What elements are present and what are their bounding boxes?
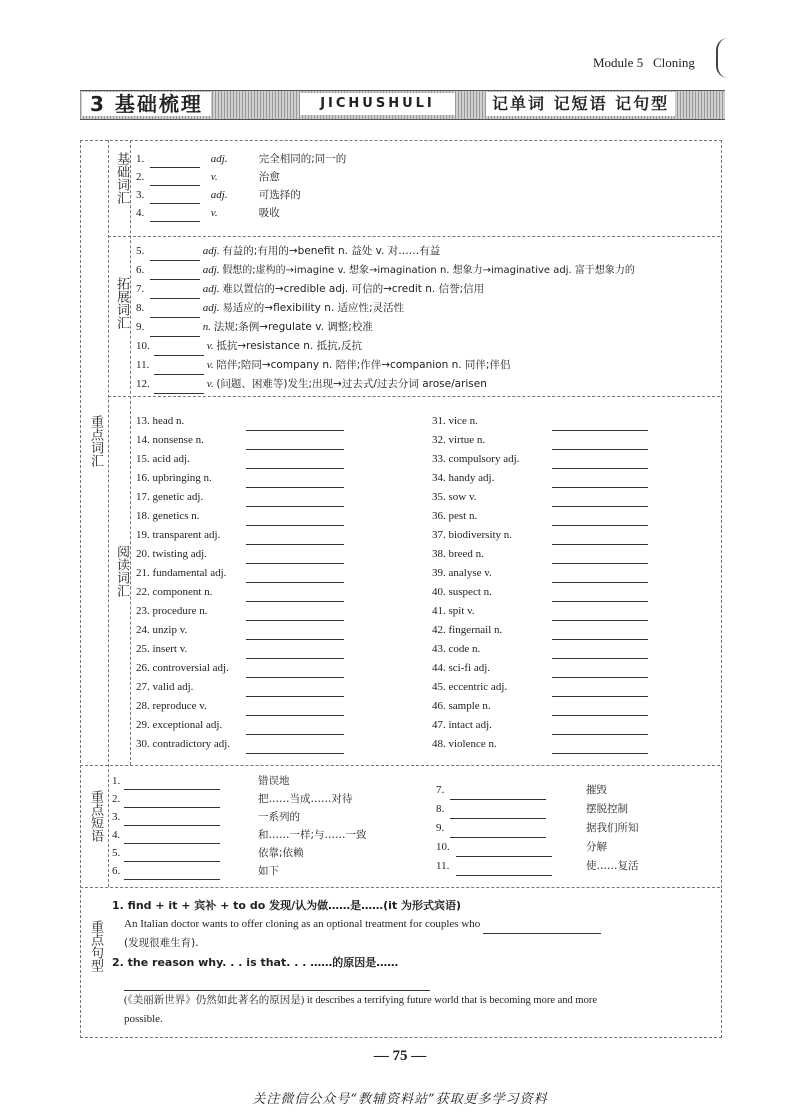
answer-blank[interactable] [246, 513, 344, 526]
expand-vocab-list [136, 242, 635, 394]
item-number: 7. [136, 283, 145, 295]
list-item [136, 488, 344, 507]
word: 19. transparent adj. [136, 529, 221, 541]
answer-blank[interactable] [246, 703, 344, 716]
answer-blank[interactable] [124, 831, 220, 844]
word: 32. virtue n. [432, 434, 486, 446]
phrases-right-column [436, 781, 639, 876]
answer-blank[interactable] [124, 813, 220, 826]
item-number: 6. [112, 865, 121, 877]
item-number: 5. [136, 245, 145, 257]
item-number: 1. [136, 153, 145, 165]
reading-vocab-left-column [136, 412, 344, 754]
list-item [136, 337, 635, 356]
list-item [136, 204, 346, 222]
answer-blank[interactable] [150, 324, 200, 337]
word: 35. sow v. [432, 491, 477, 503]
list-item [136, 659, 344, 678]
list-item [432, 716, 648, 735]
answer-blank[interactable] [246, 589, 344, 602]
divider [108, 140, 109, 887]
list-item [432, 697, 648, 716]
word: 42. fingernail n. [432, 624, 503, 636]
answer-blank[interactable] [124, 849, 220, 862]
item-number: 9. [136, 321, 145, 333]
word: 18. genetics n. [136, 510, 200, 522]
item-number: 6. [136, 264, 145, 276]
reading-vocab-label-text: 阅读词汇 [114, 545, 129, 597]
answer-blank[interactable] [552, 665, 648, 678]
sentences-label-text: 重点句型 [88, 920, 103, 972]
answer-blank[interactable] [552, 532, 648, 545]
answer-blank[interactable] [124, 777, 220, 790]
answer-blank[interactable] [150, 209, 200, 222]
answer-blank[interactable] [246, 665, 344, 678]
answer-blank[interactable] [150, 155, 200, 168]
list-item [432, 564, 648, 583]
part-of-speech: adj. [202, 283, 220, 295]
meaning: 假想的;虚构的→imagine v. 想象→imagination n. 想象力→imaginative adj. 富于想象力的 [222, 265, 635, 276]
section-subtitle: 记单词 记短语 记句型 [486, 92, 675, 116]
answer-blank[interactable] [150, 305, 200, 318]
list-item [436, 800, 639, 819]
sentence-patterns [112, 896, 712, 1029]
list-item [436, 838, 639, 857]
answer-blank[interactable] [246, 494, 344, 507]
answer-blank[interactable] [246, 722, 344, 735]
meaning: 抵抗→resistance n. 抵抗,反抗 [216, 340, 362, 352]
list-item [432, 640, 648, 659]
meaning: 治愈 [258, 171, 280, 183]
list-item [136, 716, 344, 735]
answer-blank[interactable] [150, 191, 200, 204]
meaning: 一系列的 [258, 811, 300, 823]
word: 45. eccentric adj. [432, 681, 508, 693]
list-item [432, 431, 648, 450]
reading-vocab-label [112, 545, 128, 603]
answer-blank[interactable] [552, 437, 648, 450]
answer-blank[interactable] [154, 381, 204, 394]
part-of-speech: adj. [202, 302, 220, 314]
word: 20. twisting adj. [136, 548, 207, 560]
answer-blank[interactable] [552, 627, 648, 640]
basic-vocab-label-text: 基础词汇 [114, 152, 129, 204]
pattern-heading: 1. find + it + 宾补 + to do 发现/认为做……是……(it 为形式宾语) [112, 899, 462, 912]
answer-blank[interactable] [552, 418, 648, 431]
answer-line [112, 972, 712, 991]
answer-blank[interactable] [552, 684, 648, 697]
answer-blank[interactable] [246, 684, 344, 697]
list-item [136, 356, 635, 375]
word: 24. unzip v. [136, 624, 188, 636]
list-item [112, 862, 367, 880]
list-item [112, 826, 367, 844]
answer-blank[interactable] [246, 456, 344, 469]
list-item [136, 583, 344, 602]
page-curl-decoration [716, 38, 730, 78]
word: 37. biodiversity n. [432, 529, 513, 541]
word: 15. acid adj. [136, 453, 190, 465]
answer-blank[interactable] [483, 921, 601, 934]
phrases-label [86, 790, 102, 848]
word: 27. valid adj. [136, 681, 194, 693]
answer-blank[interactable] [124, 867, 220, 880]
answer-blank[interactable] [246, 646, 344, 659]
list-item [136, 242, 635, 261]
example-text: An Italian doctor wants to offer cloning as an optional treatment for couples who [124, 918, 481, 930]
answer-blank[interactable] [552, 513, 648, 526]
answer-blank[interactable] [246, 475, 344, 488]
answer-blank[interactable] [552, 722, 648, 735]
running-header [593, 55, 695, 71]
answer-blank[interactable] [552, 608, 648, 621]
item-number: 3. [136, 189, 145, 201]
answer-blank[interactable] [246, 437, 344, 450]
list-item [432, 621, 648, 640]
phrases-label-text: 重点短语 [88, 790, 103, 842]
list-item [136, 450, 344, 469]
word: 44. sci-fi adj. [432, 662, 491, 674]
item-number: 2. [112, 793, 121, 805]
basic-vocab-list [136, 150, 346, 222]
divider [80, 765, 720, 766]
list-item [136, 431, 344, 450]
list-item [432, 602, 648, 621]
basic-vocab-label [112, 152, 128, 210]
word: 14. nonsense n. [136, 434, 204, 446]
item-number: 10. [436, 841, 450, 853]
divider [130, 140, 131, 765]
answer-blank[interactable] [456, 863, 552, 876]
item-number: 9. [436, 822, 445, 834]
item-number: 7. [436, 784, 445, 796]
list-item [432, 526, 648, 545]
list-item [136, 545, 344, 564]
answer-blank[interactable] [124, 795, 220, 808]
list-item [136, 640, 344, 659]
phrases-left-column [112, 772, 367, 880]
word: 36. pest n. [432, 510, 478, 522]
part-of-speech: v. [206, 359, 214, 371]
answer-blank[interactable] [246, 608, 344, 621]
module-label: Module 5 [593, 55, 644, 70]
answer-blank[interactable] [246, 532, 344, 545]
meaning: 吸收 [258, 207, 280, 219]
answer-blank[interactable] [552, 456, 648, 469]
divider [108, 396, 720, 397]
answer-blank[interactable] [246, 627, 344, 640]
answer-blank[interactable] [150, 267, 200, 280]
item-number: 8. [136, 302, 145, 314]
item-number: 5. [112, 847, 121, 859]
meaning: 摧毁 [586, 784, 607, 796]
word: 39. analyse v. [432, 567, 492, 579]
answer-blank[interactable] [450, 806, 546, 819]
meaning: 分解 [586, 841, 607, 853]
list-item [432, 412, 648, 431]
meaning: 摆脱控制 [586, 803, 628, 815]
part-of-speech: v. [206, 340, 214, 352]
list-item [432, 450, 648, 469]
word: 22. component n. [136, 586, 213, 598]
example-sentence: possible. [124, 1013, 163, 1025]
section-pinyin: JICHUSHULI [300, 93, 455, 115]
word: 48. violence n. [432, 738, 497, 750]
part-of-speech: v. [206, 378, 214, 390]
list-item [432, 469, 648, 488]
word: 28. reproduce v. [136, 700, 207, 712]
list-item [112, 844, 367, 862]
meaning: 易适应的→flexibility n. 适应性;灵活性 [222, 302, 405, 314]
meaning: 和……一样;与……一致 [258, 829, 367, 841]
answer-blank[interactable] [246, 741, 344, 754]
answer-blank[interactable] [450, 825, 546, 838]
list-item [136, 678, 344, 697]
meaning: 可选择的 [258, 189, 301, 201]
answer-blank[interactable] [552, 646, 648, 659]
item-number: 4. [112, 829, 121, 841]
word: 17. genetic adj. [136, 491, 204, 503]
divider [108, 236, 720, 237]
item-number: 8. [436, 803, 445, 815]
word: 38. breed n. [432, 548, 484, 560]
footer-note: 关注微信公众号“教辅资料站”获取更多学习资料 [252, 1092, 548, 1107]
part-of-speech: v. [210, 171, 218, 183]
key-vocab-label-text: 重点词汇 [88, 415, 103, 467]
word: 31. vice n. [432, 415, 478, 427]
unit-label: Cloning [652, 55, 695, 70]
list-item [136, 602, 344, 621]
list-item [432, 507, 648, 526]
word: 34. handy adj. [432, 472, 495, 484]
answer-blank[interactable] [154, 343, 204, 356]
part-of-speech: adj. [210, 153, 228, 165]
meaning: 依靠;依赖 [258, 847, 304, 859]
answer-blank[interactable] [246, 551, 344, 564]
word: 13. head n. [136, 415, 185, 427]
list-item [136, 168, 346, 186]
item-number: 11. [436, 860, 450, 872]
answer-blank[interactable] [552, 741, 648, 754]
word: 30. contradictory adj. [136, 738, 231, 750]
word: 43. code n. [432, 643, 481, 655]
answer-blank[interactable] [150, 286, 200, 299]
meaning: 如下 [258, 865, 279, 877]
part-of-speech: adj. [210, 189, 228, 201]
list-item [136, 564, 344, 583]
example-hint: (发现很难生育). [124, 937, 199, 949]
word: 25. insert v. [136, 643, 188, 655]
word: 21. fundamental adj. [136, 567, 227, 579]
item-number: 3. [112, 811, 121, 823]
list-item [432, 678, 648, 697]
answer-blank[interactable] [150, 248, 200, 261]
meaning: 难以置信的→credible adj. 可信的→credit n. 信誉;信用 [222, 283, 485, 295]
list-item [136, 469, 344, 488]
meaning: 完全相同的;同一的 [258, 153, 347, 165]
word: 23. procedure n. [136, 605, 208, 617]
list-item [136, 697, 344, 716]
item-number: 2. [136, 171, 145, 183]
list-item [112, 808, 367, 826]
word: 33. compulsory adj. [432, 453, 520, 465]
section-title: 3 基础梳理 [82, 92, 211, 116]
answer-blank[interactable] [552, 703, 648, 716]
page-number: — 75 — [373, 1048, 427, 1064]
list-item [112, 790, 367, 808]
list-item [436, 781, 639, 800]
answer-blank[interactable] [150, 173, 200, 186]
word: 46. sample n. [432, 700, 491, 712]
example-sentence [112, 915, 712, 934]
answer-blank[interactable] [552, 475, 648, 488]
expand-vocab-label [112, 277, 128, 335]
list-item [432, 583, 648, 602]
key-vocab-label [86, 415, 102, 473]
list-item [136, 299, 635, 318]
answer-blank[interactable] [246, 570, 344, 583]
list-item [136, 507, 344, 526]
divider [80, 887, 720, 888]
meaning: (问题、困难等)发生;出现→过去式/过去分词 arose/arisen [216, 378, 487, 390]
meaning: 陪伴;陪同→company n. 陪伴;作伴→companion n. 同伴;伴侣 [216, 359, 511, 371]
word: 40. suspect n. [432, 586, 492, 598]
part-of-speech: adj. [202, 245, 220, 257]
meaning: 法规;条例→regulate v. 调整;校准 [213, 321, 373, 333]
answer-blank[interactable] [246, 418, 344, 431]
list-item [136, 280, 635, 299]
answer-blank[interactable] [552, 551, 648, 564]
sentences-label [86, 920, 102, 978]
word: 47. intact adj. [432, 719, 492, 731]
word: 26. controversial adj. [136, 662, 229, 674]
list-item [432, 735, 648, 754]
list-item [136, 412, 344, 431]
part-of-speech: v. [210, 207, 218, 219]
list-item [432, 488, 648, 507]
meaning: 错误地 [258, 775, 290, 787]
answer-blank[interactable] [456, 844, 552, 857]
list-item [136, 150, 346, 168]
item-number: 1. [112, 775, 121, 787]
answer-blank[interactable] [552, 494, 648, 507]
list-item [436, 819, 639, 838]
list-item [136, 318, 635, 337]
item-number: 11. [136, 359, 150, 371]
pattern-heading: 2. the reason why. . . is that. . . ……的原因是…… [112, 956, 399, 969]
list-item [112, 772, 367, 790]
list-item [136, 621, 344, 640]
list-item [136, 735, 344, 754]
part-of-speech: n. [202, 321, 211, 333]
answer-blank[interactable] [552, 589, 648, 602]
part-of-speech: adj. [202, 264, 220, 276]
word: 41. spit v. [432, 605, 475, 617]
item-number: 4. [136, 207, 145, 219]
meaning: 把……当成……对待 [258, 793, 353, 805]
meaning: 有益的;有用的→benefit n. 益处 v. 对……有益 [222, 245, 441, 257]
meaning: 据我们所知 [586, 822, 639, 834]
item-number: 10. [136, 340, 150, 352]
item-number: 12. [136, 378, 150, 390]
answer-blank[interactable] [450, 787, 546, 800]
list-item [436, 857, 639, 876]
list-item [432, 545, 648, 564]
meaning: 使……复活 [586, 860, 639, 872]
example-sentence: (《美丽新世界》仍然如此著名的原因是) it describes a terrifying future world that is becoming more and more [124, 995, 597, 1006]
list-item [136, 526, 344, 545]
list-item [432, 659, 648, 678]
reading-vocab-right-column [432, 412, 648, 754]
word: 16. upbringing n. [136, 472, 212, 484]
list-item [136, 375, 635, 394]
expand-vocab-label-text: 拓展词汇 [114, 277, 129, 329]
list-item [136, 186, 346, 204]
word: 29. exceptional adj. [136, 719, 223, 731]
list-item [136, 261, 635, 280]
answer-blank[interactable] [154, 362, 204, 375]
answer-blank[interactable] [552, 570, 648, 583]
answer-blank[interactable] [124, 978, 430, 991]
